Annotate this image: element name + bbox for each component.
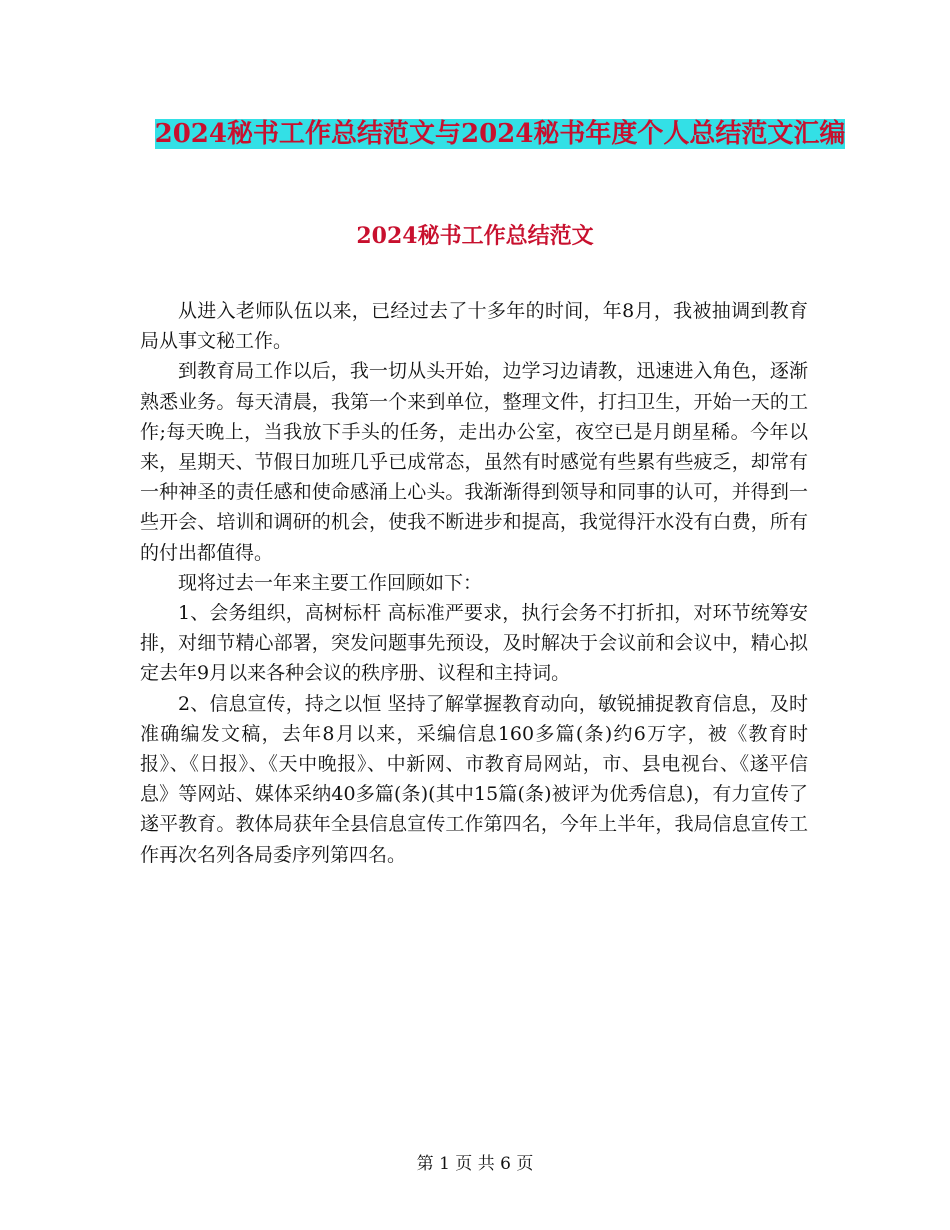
paragraph: 到教育局工作以后，我一切从头开始，边学习边请教，迅速进入角色，逐渐熟悉业务。每天清晨，我第一个来到单位，整理文件，打扫卫生，开始一天的工作;每天晚上，当我放下手头的任务，走出办公室，夜空已是月朗星稀。今年以来，星期天、节假日加班几乎已成常态，虽然有时感觉有些累有些疲乏，却常有一种神圣的责任感和使命感涌上心头。我渐渐得到领导和同事的认可，并得到一些开会、培训和调研的机会，使我不断进步和提高，我觉得汗水没有白费，所有的付出都值得。 [140,360,808,564]
paragraph: 2、信息宣传，持之以恒 坚持了解掌握教育动向，敏锐捕捉教育信息，及时准确编发文稿，去年8月以来，采编信息160多篇(条)约6万字，被《教育时报》、《日报》、《天中晚报》、中新网、市教育局网站，市、县电视台、《遂平信息》等网站、媒体采纳40多篇(条)(其中15篇(条)被评为优秀信息)，有力宣传了遂平教育。教体局获年全县信息宣传工作第四名，今年上半年，我局信息宣传工作再次名列各局委序列第四名。 [140,692,808,866]
page-footer: 第 1 页 共 6 页 [416,1154,534,1174]
document-title-text: 2024秘书工作总结范文与2024秘书年度个人总结范文汇编 [154,119,846,149]
paragraph: 1、会务组织，高树标杆 高标准严要求，执行会务不打折扣，对环节统筹安排，对细节精心部署，突发问题事先预设，及时解决于会议前和会议中，精心拟定去年9月以来各种会议的秩序册、议程和主持词。 [140,602,808,685]
section-title: 2024秘书工作总结范文 [356,223,594,249]
paragraph: 从进入老师队伍以来，已经过去了十多年的时间，年8月，我被抽调到教育局从事文秘工作。 [140,300,808,353]
document-title [140,112,860,156]
document-body [140,296,808,870]
paragraph: 现将过去一年来主要工作回顾如下： [178,571,483,594]
